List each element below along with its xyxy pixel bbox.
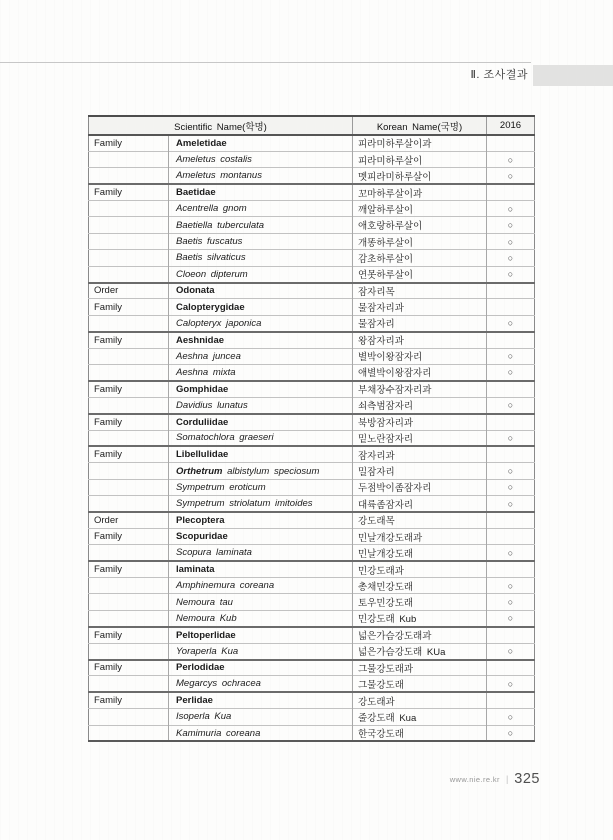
korean-name-cell: 북방잠자리과: [353, 414, 487, 430]
species-row: [89, 315, 535, 331]
species-row: [89, 496, 535, 512]
record-2016-cell: [487, 692, 535, 708]
korean-name-cell: 그물강도래: [353, 676, 487, 692]
record-2016-cell: ○: [487, 676, 535, 692]
taxon-rank-cell: Family: [89, 692, 169, 708]
korean-name-cell: 밑노란잠자리: [353, 430, 487, 446]
species-row: [89, 397, 535, 413]
scientific-name-cell: Ameletus montanus: [169, 168, 353, 184]
section-header: Ⅱ. 조사결과: [470, 69, 528, 81]
taxon-rank-cell: [89, 364, 169, 380]
scientific-name-cell: Plecoptera: [169, 512, 353, 528]
taxon-group-row: [89, 381, 535, 397]
record-2016-cell: ○: [487, 217, 535, 233]
scientific-name-cell: Aeshna juncea: [169, 348, 353, 364]
column-header-scientific-name: Scientific Name(학명): [89, 116, 353, 135]
taxon-group-row: [89, 627, 535, 643]
taxon-group-row: [89, 561, 535, 577]
taxon-rank-cell: [89, 676, 169, 692]
record-2016-cell: ○: [487, 709, 535, 725]
record-2016-cell: [487, 561, 535, 577]
species-row: [89, 725, 535, 741]
record-2016-cell: [487, 528, 535, 544]
scientific-name-cell: Isoperla Kua: [169, 709, 353, 725]
korean-name-cell: 깨알하루살이: [353, 201, 487, 217]
scientific-name-cell: Yoraperla Kua: [169, 643, 353, 659]
korean-name-cell: 애별박이왕잠자리: [353, 364, 487, 380]
taxon-rank-cell: [89, 315, 169, 331]
korean-name-cell: 민강도래 Kub: [353, 610, 487, 626]
scientific-name-cell: Megarcys ochracea: [169, 676, 353, 692]
scientific-name-cell: Ameletus costalis: [169, 151, 353, 167]
species-row: [89, 643, 535, 659]
scientific-name-cell: Perlidae: [169, 692, 353, 708]
column-header-korean-name: Korean Name(국명): [353, 116, 487, 135]
scientific-name-cell: Scopura laminata: [169, 545, 353, 561]
korean-name-cell: 대륙좀잠자리: [353, 496, 487, 512]
record-2016-cell: ○: [487, 348, 535, 364]
taxon-rank-cell: [89, 233, 169, 249]
record-2016-cell: ○: [487, 364, 535, 380]
taxon-rank-cell: [89, 201, 169, 217]
korean-name-cell: 연못하루살이: [353, 266, 487, 282]
record-2016-cell: ○: [487, 463, 535, 479]
scientific-name-cell: Orthetrum albistylum speciosum: [169, 463, 353, 479]
taxon-rank-cell: [89, 578, 169, 594]
korean-name-cell: 잠자리목: [353, 283, 487, 299]
scientific-name-cell: Baetis silvaticus: [169, 250, 353, 266]
species-table-body: [89, 135, 535, 741]
scientific-name-cell: Aeshnidae: [169, 332, 353, 348]
taxon-group-row: [89, 184, 535, 200]
record-2016-cell: [487, 135, 535, 151]
taxon-rank-cell: [89, 496, 169, 512]
taxon-rank-cell: Family: [89, 381, 169, 397]
taxon-rank-cell: Family: [89, 528, 169, 544]
korean-name-cell: 토우민강도래: [353, 594, 487, 610]
record-2016-cell: ○: [487, 397, 535, 413]
taxon-rank-cell: [89, 217, 169, 233]
korean-name-cell: 잠자리과: [353, 446, 487, 462]
record-2016-cell: ○: [487, 479, 535, 495]
species-row: [89, 594, 535, 610]
record-2016-cell: ○: [487, 578, 535, 594]
scientific-name-cell: Calopterygidae: [169, 299, 353, 315]
scientific-name-cell: Corduliidae: [169, 414, 353, 430]
korean-name-cell: 부채장수잠자리과: [353, 381, 487, 397]
taxon-rank-cell: [89, 610, 169, 626]
taxon-rank-cell: [89, 594, 169, 610]
record-2016-cell: [487, 414, 535, 430]
korean-name-cell: 개똥하루살이: [353, 233, 487, 249]
korean-name-cell: 피라미하루살이과: [353, 135, 487, 151]
scientific-name-cell: Acentrella gnom: [169, 201, 353, 217]
taxon-rank-cell: [89, 430, 169, 446]
column-header-year: 2016: [487, 116, 535, 135]
species-row: [89, 709, 535, 725]
header-rule: [0, 62, 531, 63]
record-2016-cell: ○: [487, 430, 535, 446]
korean-name-cell: 강도래과: [353, 692, 487, 708]
korean-name-cell: 쇠측범잠자리: [353, 397, 487, 413]
table-header-row: [89, 116, 535, 135]
korean-name-cell: 총채민강도래: [353, 578, 487, 594]
taxon-rank-cell: [89, 545, 169, 561]
footer-separator: |: [505, 774, 509, 784]
korean-name-cell: 감초하루살이: [353, 250, 487, 266]
species-row: [89, 676, 535, 692]
species-row: [89, 217, 535, 233]
species-row: [89, 463, 535, 479]
footer-website: www.nie.re.kr: [449, 774, 500, 784]
record-2016-cell: [487, 184, 535, 200]
scientific-name-cell: Sympetrum striolatum imitoides: [169, 496, 353, 512]
scientific-name-cell: Baetiella tuberculata: [169, 217, 353, 233]
page-footer: [450, 771, 540, 787]
korean-name-cell: 물잠자리: [353, 315, 487, 331]
taxon-rank-cell: Family: [89, 135, 169, 151]
taxon-rank-cell: [89, 168, 169, 184]
scientific-name-cell: Davidius lunatus: [169, 397, 353, 413]
korean-name-cell: 줄강도래 Kua: [353, 709, 487, 725]
scientific-name-cell: Nemoura tau: [169, 594, 353, 610]
korean-name-cell: 넓은가슴강도래 KUa: [353, 643, 487, 659]
scientific-name-cell: Perlodidae: [169, 660, 353, 676]
taxon-rank-cell: Family: [89, 446, 169, 462]
page-number: 325: [514, 771, 540, 787]
taxon-group-row: [89, 135, 535, 151]
taxon-group-row: [89, 528, 535, 544]
scientific-name-cell: Peltoperlidae: [169, 627, 353, 643]
taxon-group-row: [89, 692, 535, 708]
scientific-name-cell: Libellulidae: [169, 446, 353, 462]
species-row: [89, 233, 535, 249]
taxon-rank-cell: [89, 151, 169, 167]
species-row: [89, 168, 535, 184]
record-2016-cell: ○: [487, 151, 535, 167]
korean-name-cell: 한국강도래: [353, 725, 487, 741]
scientific-name-cell: laminata: [169, 561, 353, 577]
taxon-rank-cell: [89, 397, 169, 413]
species-row: [89, 479, 535, 495]
taxon-group-row: [89, 299, 535, 315]
korean-name-cell: 민날개강도래: [353, 545, 487, 561]
scientific-name-cell: Baetidae: [169, 184, 353, 200]
record-2016-cell: [487, 512, 535, 528]
taxon-rank-cell: Order: [89, 512, 169, 528]
scientific-name-cell: Gomphidae: [169, 381, 353, 397]
korean-name-cell: 물잠자리과: [353, 299, 487, 315]
taxon-rank-cell: Family: [89, 627, 169, 643]
korean-name-cell: 민강도래과: [353, 561, 487, 577]
taxon-rank-cell: [89, 463, 169, 479]
species-row: [89, 545, 535, 561]
scientific-name-cell: Amphinemura coreana: [169, 578, 353, 594]
taxon-rank-cell: Family: [89, 660, 169, 676]
record-2016-cell: [487, 299, 535, 315]
taxon-rank-cell: [89, 266, 169, 282]
record-2016-cell: ○: [487, 315, 535, 331]
taxon-rank-cell: [89, 725, 169, 741]
korean-name-cell: 두점박이좀잠자리: [353, 479, 487, 495]
scientific-name-cell: Somatochlora graeseri: [169, 430, 353, 446]
scientific-name-cell: Sympetrum eroticum: [169, 479, 353, 495]
taxon-group-row: [89, 332, 535, 348]
species-row: [89, 250, 535, 266]
taxon-rank-cell: [89, 479, 169, 495]
record-2016-cell: ○: [487, 250, 535, 266]
korean-name-cell: 넓은가슴강도래과: [353, 627, 487, 643]
species-row: [89, 430, 535, 446]
taxon-rank-cell: [89, 709, 169, 725]
scientific-name-cell: Scopuridae: [169, 528, 353, 544]
taxon-rank-cell: Family: [89, 299, 169, 315]
record-2016-cell: ○: [487, 610, 535, 626]
korean-name-cell: 꼬마하루살이과: [353, 184, 487, 200]
taxon-group-row: [89, 512, 535, 528]
korean-name-cell: 멧피라미하루살이: [353, 168, 487, 184]
korean-name-cell: 강도래목: [353, 512, 487, 528]
scientific-name-cell: Ameletidae: [169, 135, 353, 151]
record-2016-cell: ○: [487, 201, 535, 217]
scientific-name-cell: Aeshna mixta: [169, 364, 353, 380]
record-2016-cell: [487, 660, 535, 676]
species-row: [89, 610, 535, 626]
record-2016-cell: [487, 381, 535, 397]
scientific-name-cell: Odonata: [169, 283, 353, 299]
record-2016-cell: ○: [487, 643, 535, 659]
record-2016-cell: [487, 283, 535, 299]
record-2016-cell: ○: [487, 545, 535, 561]
record-2016-cell: [487, 332, 535, 348]
korean-name-cell: 왕잠자리과: [353, 332, 487, 348]
scientific-name-cell: Cloeon dipterum: [169, 266, 353, 282]
record-2016-cell: ○: [487, 496, 535, 512]
species-row: [89, 364, 535, 380]
taxon-rank-cell: Family: [89, 561, 169, 577]
taxon-rank-cell: [89, 643, 169, 659]
taxon-group-row: [89, 283, 535, 299]
species-table-container: [88, 115, 534, 742]
taxon-rank-cell: Family: [89, 184, 169, 200]
record-2016-cell: ○: [487, 168, 535, 184]
taxon-rank-cell: Order: [89, 283, 169, 299]
korean-name-cell: 밀잠자리: [353, 463, 487, 479]
species-row: [89, 201, 535, 217]
record-2016-cell: ○: [487, 725, 535, 741]
taxon-rank-cell: Family: [89, 414, 169, 430]
species-row: [89, 151, 535, 167]
record-2016-cell: [487, 446, 535, 462]
korean-name-cell: 피라미하루살이: [353, 151, 487, 167]
scientific-name-cell: Calopteryx japonica: [169, 315, 353, 331]
taxon-group-row: [89, 446, 535, 462]
species-row: [89, 578, 535, 594]
scientific-name-cell: Baetis fuscatus: [169, 233, 353, 249]
taxon-rank-cell: [89, 250, 169, 266]
taxon-group-row: [89, 414, 535, 430]
taxon-rank-cell: Family: [89, 332, 169, 348]
taxon-group-row: [89, 660, 535, 676]
record-2016-cell: ○: [487, 233, 535, 249]
taxon-rank-cell: [89, 348, 169, 364]
korean-name-cell: 민날개강도래과: [353, 528, 487, 544]
scientific-name-cell: Nemoura Kub: [169, 610, 353, 626]
section-tab-marker: [533, 65, 613, 86]
record-2016-cell: [487, 627, 535, 643]
korean-name-cell: 별박이왕잠자리: [353, 348, 487, 364]
species-row: [89, 266, 535, 282]
korean-name-cell: 애호랑하루살이: [353, 217, 487, 233]
korean-name-cell: 그물강도래과: [353, 660, 487, 676]
species-table: [88, 115, 535, 742]
record-2016-cell: ○: [487, 266, 535, 282]
record-2016-cell: ○: [487, 594, 535, 610]
species-row: [89, 348, 535, 364]
scientific-name-cell: Kamimuria coreana: [169, 725, 353, 741]
